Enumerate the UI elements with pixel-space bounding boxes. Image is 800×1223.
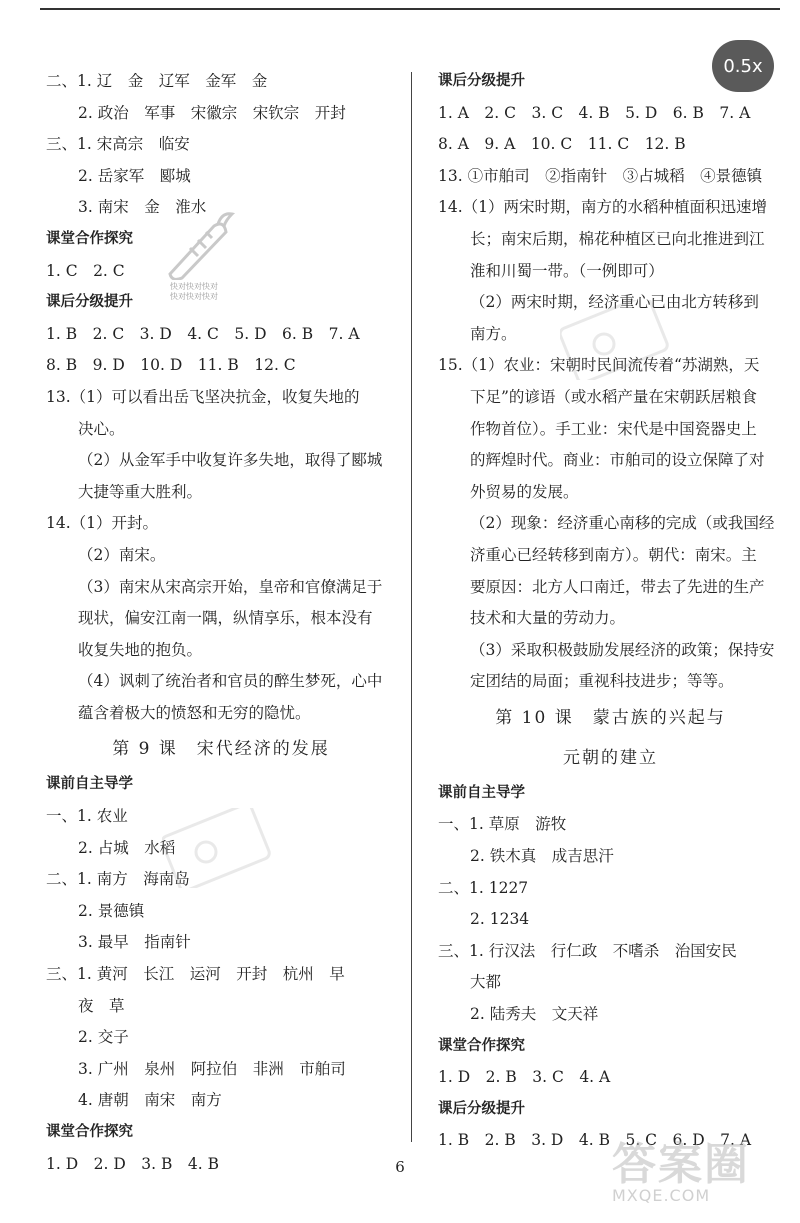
answer-line: 要原因：北方人口南迁，带去了先进的生产: [470, 577, 765, 596]
watermark-logo-text: 答案圈: [612, 1139, 750, 1190]
answer-line: 3. 最早 指南针: [78, 933, 191, 952]
answer-line: 1. D 2. D 3. B 4. B: [46, 1154, 219, 1173]
lesson-title: 第 10 课 蒙古族的兴起与: [495, 707, 726, 728]
stamp-logo-icon: [162, 808, 272, 888]
answer-line: 2. 交子: [78, 1028, 129, 1047]
answer-line: 一、1. 农业: [46, 807, 128, 826]
answer-line: 三、1. 宋高宗 临安: [46, 135, 190, 154]
answer-line: 南方。: [470, 324, 517, 343]
answer-line: 3. 广州 泉州 阿拉伯 非洲 市舶司: [78, 1059, 346, 1078]
section-heading: 课堂合作探究: [46, 1124, 133, 1140]
answer-line: 1. C 2. C: [46, 261, 125, 280]
answer-line: 夜 草: [78, 996, 125, 1015]
answer-line: 决心。: [78, 419, 125, 438]
answer-line: （4）讽刺了统治者和官员的醉生梦死，心中: [78, 672, 383, 691]
answer-line: 外贸易的发展。: [470, 482, 579, 501]
playback-speed-button[interactable]: 0.5x: [712, 40, 774, 92]
answer-line: 收复失地的抱负。: [78, 640, 203, 659]
answer-line: 13.（1）可以看出岳飞坚决抗金，收复失地的: [46, 387, 360, 406]
answer-line: 济重心已经转移到南方）。朝代：南宋。主: [470, 545, 757, 564]
stamp-logo-icon: [560, 300, 670, 380]
section-heading: 课前自主导学: [438, 784, 525, 801]
section-heading: 课堂合作探究: [46, 230, 133, 247]
answer-line: 1. D 2. B 3. C 4. A: [438, 1068, 611, 1087]
answer-line: 作物首位）。手工业：宋代是中国瓷器史上: [470, 419, 757, 438]
answer-line: 8. A 9. A 10. C 11. C 12. B: [438, 135, 686, 154]
answer-line: 大捷等重大胜利。: [78, 482, 203, 501]
top-rule: [40, 8, 780, 10]
answer-line: 1. B 2. C 3. D 4. C 5. D 6. B 7. A: [46, 324, 360, 343]
answer-line: 2. 铁木真 成吉思汗: [470, 847, 614, 866]
answer-line: 蕴含着极大的愤怒和无穷的隐忧。: [78, 703, 311, 722]
answer-line: 淮和川蜀一带。（一例即可）: [470, 261, 664, 280]
answer-line: 三、1. 黄河 长江 运河 开封 杭州 早: [46, 965, 345, 984]
lesson-title: 第 9 课 宋代经济的发展: [112, 739, 330, 760]
page-number: 6: [395, 1158, 405, 1176]
answer-line: 13. ①市舶司 ②指南针 ③占城稻 ④景德镇: [438, 166, 763, 185]
carrot-mascot-icon: [160, 208, 240, 280]
answer-line: 2. 占城 水稻: [78, 838, 176, 857]
answer-line: 的辉煌时代。商业：市舶司的设立保障了对: [470, 451, 765, 470]
answer-line: 下足”的谚语（或水稻产量在宋朝跃居粮食: [470, 387, 757, 406]
section-heading: 课前自主导学: [46, 776, 133, 793]
answer-line: 15.（1）农业：宋朝时民间流传着“苏湖熟，天: [438, 356, 760, 375]
answer-line: 2. 陆秀夫 文天祥: [470, 1005, 599, 1024]
answer-line: （2）现象：经济重心南移的完成（或我国经: [470, 514, 775, 533]
answer-line: （3）南宋从宋高宗开始，皇帝和官僚满足于: [78, 577, 383, 596]
answer-line: 定团结的局面；重视科技进步；等等。: [470, 672, 734, 691]
lesson-title: 元朝的建立: [563, 747, 658, 768]
answer-line: 现状，偏安江南一隅，纵情享乐，根本没有: [78, 609, 373, 628]
answer-line: 2. 景德镇: [78, 901, 145, 920]
section-heading: 课后分级提升: [438, 73, 525, 89]
answer-line: 2. 岳家军 郾城: [78, 166, 191, 185]
section-heading: 课堂合作探究: [438, 1037, 525, 1054]
answer-line: 一、1. 草原 游牧: [438, 815, 567, 834]
answer-line: 2. 政治 军事 宋徽宗 宋钦宗 开封: [78, 103, 346, 122]
section-heading: 课后分级提升: [438, 1100, 525, 1117]
answer-line: 三、1. 行汉法 行仁政 不嗜杀 治国安民: [438, 941, 737, 960]
answer-line: （2）南宋。: [78, 545, 166, 564]
answer-line: 二、1. 南方 海南岛: [46, 870, 190, 889]
section-heading: 课后分级提升: [46, 294, 133, 311]
answer-line: （2）从金军手中收复许多失地，取得了郾城: [78, 451, 383, 470]
answer-line: 3. 南宋 金 淮水: [78, 198, 207, 217]
answer-line: 8. B 9. D 10. D 11. B 12. C: [46, 356, 296, 375]
answer-line: 二、1. 1227: [438, 878, 529, 897]
answer-line: 二、1. 辽 金 辽军 金军 金: [46, 72, 268, 90]
answer-line: 4. 唐朝 南宋 南方: [78, 1091, 222, 1110]
watermark-url: MXQE.COM: [612, 1186, 711, 1205]
answer-line: 大都: [470, 973, 502, 992]
mascot-caption-line: 快对快对快对: [170, 282, 218, 291]
answer-line: （3）采取积极鼓励发展经济的政策；保持安: [470, 640, 775, 659]
mascot-caption: [170, 282, 218, 302]
site-watermark: [612, 1128, 750, 1205]
answer-line: 1. B 2. B 3. D 4. B 5. C 6. D 7. A: [438, 1131, 752, 1150]
column-divider: [411, 72, 412, 1142]
answer-line: 14.（1）开封。: [46, 514, 159, 533]
answer-line: 技术和大量的劳动力。: [470, 609, 626, 628]
answer-line: （2）两宋时期，经济重心已由北方转移到: [470, 293, 759, 312]
right-column: [438, 66, 783, 1157]
mascot-caption-line: 快对快对快对: [170, 292, 218, 301]
answer-line: 14.（1）两宋时期，南方的水稻种植面积迅速增: [438, 198, 768, 217]
answer-line: 2. 1234: [470, 910, 530, 929]
answer-line: 长；南宋后期，棉花种植区已向北推进到江: [470, 229, 765, 248]
answer-line: 1. A 2. C 3. C 4. B 5. D 6. B 7. A: [438, 103, 751, 122]
